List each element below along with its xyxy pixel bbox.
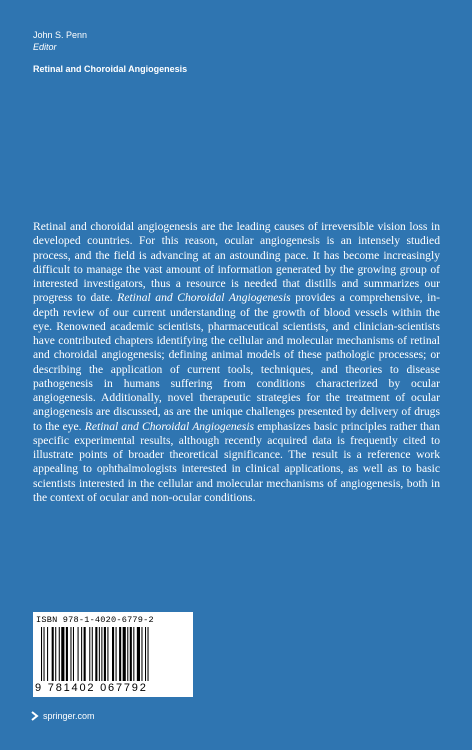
- blurb-text-2: provides a comprehensive, in-depth review of our current understanding of the growth of blood vessels within the eye. Renowned academic scientists, pharmaceutical scientists, and clinician-scientists have contributed chapters identifying the cellular and molecular mechanisms of retinal and choroidal angiogenesis; defining animal models of these pathologic processes; or describing the application of current tools, techniques, and theories to disease pathogenesis in humans suffering from conditions characterized by ocular angiogenesis. Additionally, novel therapeutic strategies for the treatment of ocular angiogenesis are discussed, as are the unique challenges presented by delivery of drugs to the eye.: [33, 291, 440, 433]
- publisher-name: springer.com: [43, 711, 95, 721]
- barcode-panel: [33, 612, 193, 697]
- barcode-bar: [145, 627, 146, 681]
- barcode-bar: [70, 627, 71, 681]
- isbn-label: ISBN 978-1-4020-6779-2: [36, 615, 154, 625]
- blurb-title-ref-2: Retinal and Choroidal Angiogenesis: [84, 419, 255, 433]
- barcode-bar: [66, 627, 68, 681]
- blurb-text-1: Retinal and choroidal angiogenesis are the leading causes of irreversible vision loss in developed countries. For this reason, ocular angiogenesis is an intensely studied process, and the field is advancing at an astounding pace. It has become increasingly difficult to manage the vast amount of information generated by the growing group of interested investigators, thus a resource is needed that distills and summarizes our progress to date.: [33, 220, 440, 305]
- book-title: Retinal and Choroidal Angiogenesis: [33, 64, 188, 74]
- barcode-bar: [101, 627, 102, 681]
- barcode-bar: [73, 627, 74, 681]
- barcode-bar: [127, 627, 128, 681]
- editor-name: John S. Penn: [33, 30, 88, 40]
- editor-role: Editor: [33, 42, 57, 52]
- barcode-bar: [99, 627, 100, 681]
- barcode-bar: [44, 627, 45, 681]
- publisher-link[interactable]: [30, 711, 95, 721]
- barcode-bar: [61, 627, 64, 681]
- barcode-bar: [130, 627, 132, 681]
- barcode-bar: [78, 627, 79, 681]
- blurb-title-ref-1: Retinal and Choroidal Angiogenesis: [117, 291, 291, 305]
- barcode-bar: [84, 627, 86, 681]
- blurb-text-3: emphasizes basic principles rather than specific experimental results, although recently acquired data is frequently cited to illustrate points of broader theoretical significance. The result is a reference work appealing to ophthalmologists interested in clinical applications, as well as to basic scientists interested in the cellular and molecular mechanisms of angiogenesis, both in the context of ocular and non-ocular conditions.: [33, 419, 440, 504]
- barcode-bar: [104, 627, 106, 681]
- barcode-bar: [81, 627, 82, 681]
- ean-digits: 9 781402 067792: [35, 682, 148, 694]
- barcode-bar: [41, 627, 42, 681]
- springer-arrow-icon: [30, 711, 40, 721]
- barcode-bar: [116, 627, 117, 681]
- back-cover-blurb: [33, 220, 440, 505]
- barcode-bar: [137, 627, 140, 681]
- barcode-bar: [55, 627, 56, 681]
- barcode-bar: [112, 627, 114, 681]
- barcode-bar: [141, 627, 142, 681]
- barcode-bars: [41, 627, 185, 681]
- barcode-bar: [59, 627, 60, 681]
- barcode-bar: [123, 627, 126, 681]
- barcode-bar: [52, 627, 54, 681]
- barcode-bar: [47, 627, 48, 681]
- barcode-bar: [92, 627, 93, 681]
- barcode-bar: [89, 627, 90, 681]
- barcode-bar: [133, 627, 134, 681]
- barcode-bar: [107, 627, 108, 681]
- barcode-bar: [148, 627, 149, 681]
- barcode-bar: [95, 627, 97, 681]
- barcode-bar: [119, 627, 121, 681]
